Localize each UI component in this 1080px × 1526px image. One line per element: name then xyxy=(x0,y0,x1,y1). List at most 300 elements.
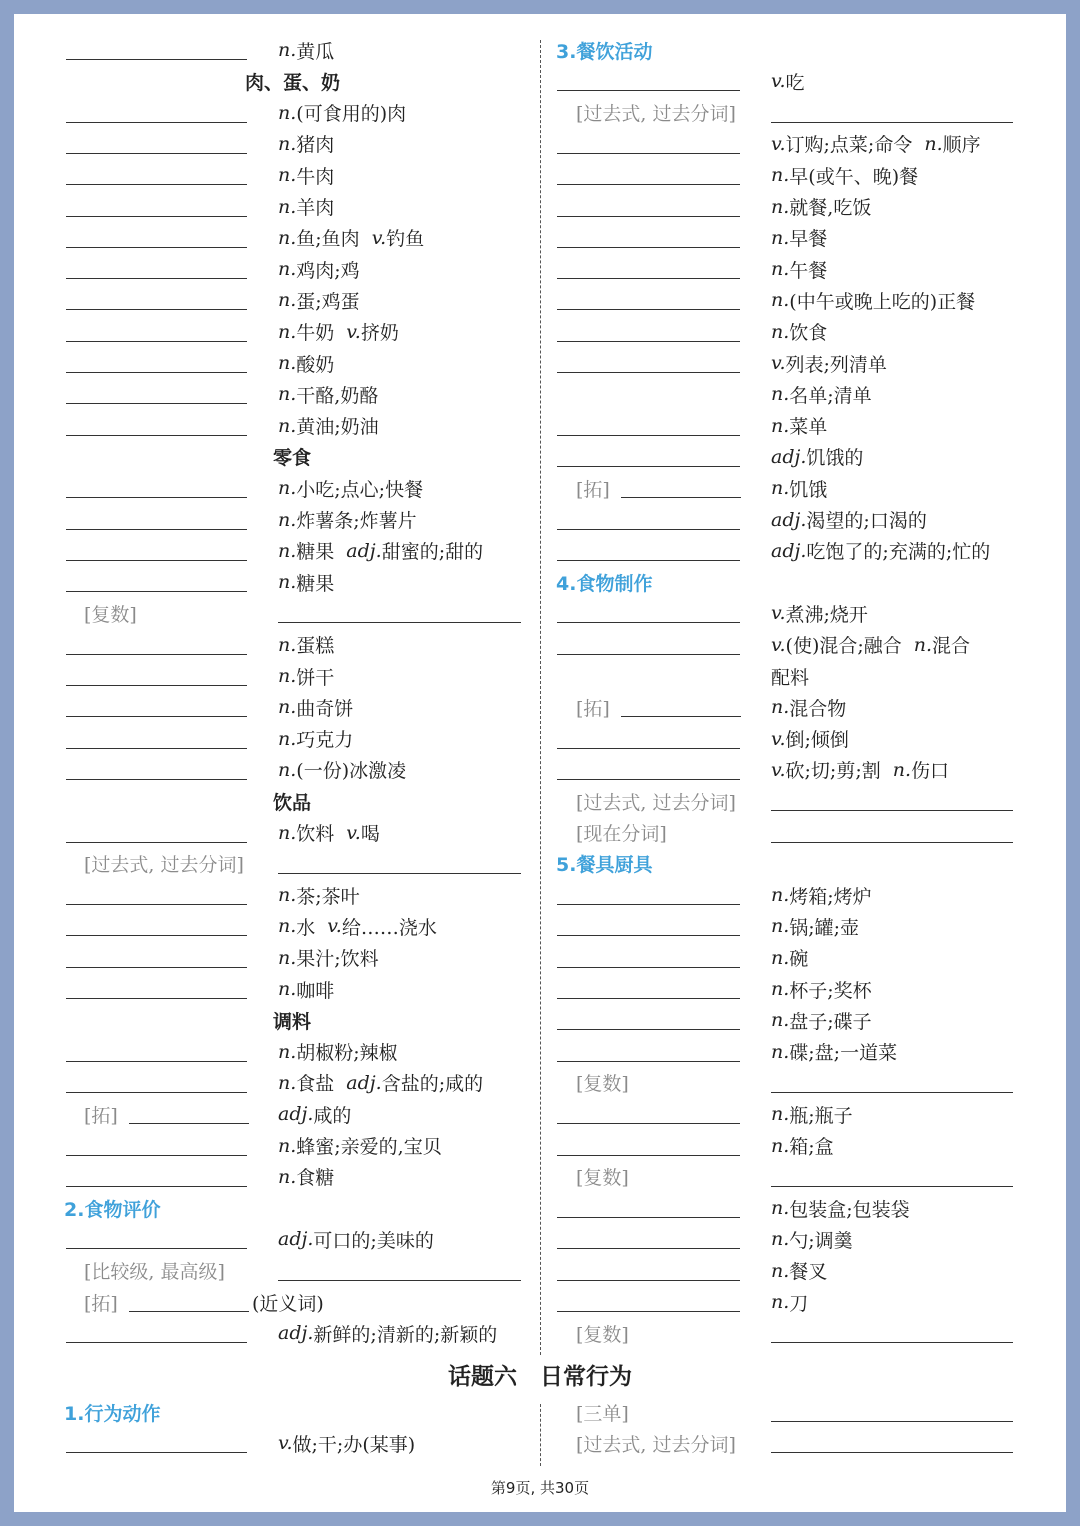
answer-blank[interactable] xyxy=(557,1280,740,1281)
answer-blank[interactable] xyxy=(66,560,247,561)
vocab-row xyxy=(771,473,827,503)
part-of-speech: n. xyxy=(771,696,790,719)
vocab-row xyxy=(278,818,380,848)
answer-blank[interactable] xyxy=(66,278,247,279)
vocab-row xyxy=(245,66,340,96)
part-of-speech: adj. xyxy=(346,539,382,562)
vocab-row xyxy=(771,1256,827,1286)
part-of-speech: n. xyxy=(771,164,790,187)
answer-blank[interactable] xyxy=(557,1123,740,1124)
vocab-row xyxy=(576,1428,736,1458)
answer-blank[interactable] xyxy=(66,372,247,373)
part-of-speech: n. xyxy=(278,539,297,562)
vocab-row xyxy=(771,692,846,722)
part-of-speech: n. xyxy=(771,1228,790,1251)
part-of-speech: n. xyxy=(278,289,297,312)
vocab-row xyxy=(278,505,417,535)
definition: 甜蜜的;甜的 xyxy=(381,541,484,564)
part-of-speech: n. xyxy=(771,258,790,281)
answer-blank[interactable] xyxy=(66,1452,247,1453)
answer-blank[interactable] xyxy=(66,216,247,217)
part-of-speech: n. xyxy=(278,633,297,656)
definition: 早(或午、晚)餐 xyxy=(789,165,919,188)
definition: 名单;清单 xyxy=(789,384,872,407)
part-of-speech: n. xyxy=(771,383,790,406)
section-heading: 3.餐饮活动 xyxy=(556,40,653,63)
definition: 食盐 xyxy=(296,1073,335,1096)
extension-label: [拓] xyxy=(576,697,610,720)
definition: 小吃;点心;快餐 xyxy=(296,478,424,501)
answer-blank[interactable] xyxy=(771,1186,1013,1187)
part-of-speech: n. xyxy=(278,226,297,249)
part-of-speech: n. xyxy=(278,978,297,1000)
vocab-row xyxy=(273,1005,311,1035)
part-of-speech: n. xyxy=(278,132,297,155)
answer-blank[interactable] xyxy=(557,372,740,373)
definition: 订购;点菜;命令 xyxy=(785,134,913,157)
vocab-row xyxy=(771,1224,853,1254)
vocab-row xyxy=(771,129,981,159)
part-of-speech: n. xyxy=(278,258,297,281)
definition: 食糖 xyxy=(296,1167,335,1190)
answer-blank[interactable] xyxy=(557,560,740,561)
vocab-row xyxy=(771,285,975,315)
part-of-speech: n. xyxy=(278,884,297,907)
definition: (一份)冰激凌 xyxy=(296,760,407,783)
part-of-speech: n. xyxy=(771,289,790,312)
part-of-speech: n. xyxy=(771,1134,790,1157)
form-label: [三单] xyxy=(576,1402,629,1425)
definition: 做;干;办(某事) xyxy=(292,1433,416,1456)
extension-label: [拓] xyxy=(576,478,610,501)
definition: 给……浇水 xyxy=(341,916,437,939)
part-of-speech: v. xyxy=(346,821,361,844)
vocab-row xyxy=(771,160,918,190)
definition: 黄瓜 xyxy=(296,40,335,63)
part-of-speech: adj. xyxy=(346,1071,382,1094)
definition: 鸡肉;鸡 xyxy=(296,259,360,282)
section-heading: 4.食物制作 xyxy=(556,572,653,595)
answer-blank[interactable] xyxy=(557,1248,740,1249)
definition: 酸奶 xyxy=(296,353,335,376)
form-label: [复数] xyxy=(84,603,137,626)
part-of-speech: adj. xyxy=(278,1322,314,1345)
answer-blank[interactable] xyxy=(66,153,247,154)
answer-blank[interactable] xyxy=(129,1311,249,1312)
vocab-row xyxy=(576,786,736,816)
vocab-row xyxy=(771,1099,853,1129)
answer-blank[interactable] xyxy=(557,247,740,248)
vocab-row xyxy=(771,1131,834,1161)
vocab-row xyxy=(278,254,360,284)
answer-blank[interactable] xyxy=(66,654,247,655)
part-of-speech: n. xyxy=(278,1134,297,1157)
answer-blank[interactable] xyxy=(66,435,247,436)
definition: 水 xyxy=(296,916,316,939)
part-of-speech: n. xyxy=(278,352,297,374)
definition: 碗 xyxy=(789,948,809,971)
part-of-speech: n. xyxy=(278,727,297,750)
answer-blank[interactable] xyxy=(66,904,247,905)
answer-blank[interactable] xyxy=(557,309,740,310)
vocab-row xyxy=(576,473,610,503)
definition: 可口的;美味的 xyxy=(313,1229,434,1252)
answer-blank[interactable] xyxy=(278,1280,521,1281)
vocab-row xyxy=(771,66,805,96)
answer-blank[interactable] xyxy=(66,497,247,498)
vocab-row xyxy=(771,379,872,409)
vocab-row xyxy=(278,1224,434,1254)
part-of-speech: n. xyxy=(278,383,297,406)
answer-blank[interactable] xyxy=(66,247,247,248)
definition: 羊肉 xyxy=(296,197,335,219)
vocab-row xyxy=(576,1068,629,1098)
definition: 黄油;奶油 xyxy=(296,416,379,439)
form-label: [现在分词] xyxy=(576,823,667,845)
part-of-speech: n. xyxy=(771,1291,790,1313)
vocab-row xyxy=(278,160,334,190)
answer-blank[interactable] xyxy=(66,779,247,780)
vocab-row xyxy=(278,285,360,315)
section-heading: 2.食物评价 xyxy=(64,1198,161,1221)
category-heading: 调料 xyxy=(273,1010,312,1033)
vocab-row xyxy=(576,1397,629,1427)
definition: 碟;盘;一道菜 xyxy=(789,1042,898,1065)
definition: 列表;列清单 xyxy=(785,353,887,376)
part-of-speech: adj. xyxy=(771,539,807,562)
vocab-row xyxy=(771,880,872,910)
vocab-row xyxy=(771,317,827,347)
part-of-speech: n. xyxy=(278,946,297,969)
part-of-speech: n. xyxy=(771,320,790,343)
form-label: [过去式, 过去分词] xyxy=(576,1433,736,1456)
answer-blank[interactable] xyxy=(557,935,740,936)
definition: 新鲜的;清新的;新颖的 xyxy=(313,1323,498,1346)
answer-blank[interactable] xyxy=(129,1123,249,1124)
form-label: [比较级, 最高级] xyxy=(84,1261,225,1284)
part-of-speech: n. xyxy=(278,320,297,343)
part-of-speech: n. xyxy=(771,1103,790,1126)
answer-blank[interactable] xyxy=(66,1342,247,1343)
part-of-speech: n. xyxy=(278,1071,297,1094)
answer-blank[interactable] xyxy=(66,685,247,686)
part-of-speech: n. xyxy=(892,758,912,781)
definition: 饮食 xyxy=(789,322,828,345)
vocab-row xyxy=(556,35,652,65)
definition: 猪肉 xyxy=(296,134,335,157)
definition: 午餐 xyxy=(789,259,828,282)
part-of-speech: v. xyxy=(771,132,786,155)
definition: 渴望的;口渴的 xyxy=(806,510,927,532)
part-of-speech: v. xyxy=(771,727,786,750)
part-of-speech: n. xyxy=(771,915,790,938)
part-of-speech: adj. xyxy=(278,1103,314,1126)
part-of-speech: n. xyxy=(771,884,790,907)
vocab-row xyxy=(771,1193,910,1223)
vocab-row xyxy=(771,442,863,472)
answer-blank[interactable] xyxy=(66,403,247,404)
answer-blank[interactable] xyxy=(557,779,740,780)
vocab-row xyxy=(771,943,808,973)
answer-blank[interactable] xyxy=(278,622,521,623)
answer-blank[interactable] xyxy=(557,466,740,467)
part-of-speech: n. xyxy=(278,101,297,124)
answer-blank[interactable] xyxy=(557,654,740,655)
category-heading: 肉、蛋、奶 xyxy=(245,71,341,94)
definition: (可食用的)肉 xyxy=(296,103,407,126)
part-of-speech: v. xyxy=(771,352,786,374)
vocab-row xyxy=(771,911,859,941)
definition: 吃饱了的;充满的;忙的 xyxy=(806,541,991,564)
vocab-row xyxy=(252,1287,324,1317)
vocab-row xyxy=(771,536,990,566)
definition: 伤口 xyxy=(911,760,950,783)
answer-blank[interactable] xyxy=(621,497,741,498)
vocab-row xyxy=(278,567,334,597)
definition: 饥饿的 xyxy=(806,447,864,470)
vocab-row xyxy=(278,411,379,441)
vocab-row xyxy=(576,818,667,848)
vocab-row xyxy=(84,1256,225,1286)
answer-blank[interactable] xyxy=(66,529,247,530)
definition: 倒;倾倒 xyxy=(785,729,849,752)
answer-blank[interactable] xyxy=(771,1452,1013,1453)
definition: 炸薯条;炸薯片 xyxy=(296,510,417,532)
definition: 配料 xyxy=(771,666,810,689)
vocab-row xyxy=(771,254,827,284)
answer-blank[interactable] xyxy=(66,591,247,592)
part-of-speech: n. xyxy=(278,414,297,437)
answer-blank[interactable] xyxy=(66,59,247,60)
vocab-row xyxy=(576,98,736,128)
part-of-speech: v. xyxy=(771,633,786,656)
part-of-speech: v. xyxy=(346,320,361,343)
answer-blank[interactable] xyxy=(621,716,741,717)
answer-blank[interactable] xyxy=(66,1061,247,1062)
vocab-row xyxy=(771,1037,897,1067)
definition: 牛奶 xyxy=(296,322,335,345)
answer-blank[interactable] xyxy=(66,122,247,123)
vocab-row xyxy=(278,1318,497,1348)
definition: 饼干 xyxy=(296,666,335,689)
vocab-row xyxy=(273,442,311,472)
definition: 茶;茶叶 xyxy=(296,885,360,908)
answer-blank[interactable] xyxy=(66,1248,247,1249)
answer-blank[interactable] xyxy=(66,184,247,185)
vocab-row xyxy=(278,1162,334,1192)
definition: 挤奶 xyxy=(360,322,399,345)
vocab-row xyxy=(84,849,244,879)
vocab-row xyxy=(64,1397,160,1427)
answer-blank[interactable] xyxy=(66,309,247,310)
answer-blank[interactable] xyxy=(557,1217,740,1218)
answer-blank[interactable] xyxy=(771,1092,1013,1093)
definition: 烤箱;烤炉 xyxy=(789,885,872,908)
answer-blank[interactable] xyxy=(771,1342,1013,1343)
vocab-row xyxy=(278,974,334,1004)
part-of-speech: n. xyxy=(771,1259,790,1282)
part-of-speech: v. xyxy=(771,602,786,625)
definition: 早餐 xyxy=(789,228,828,251)
vocab-row xyxy=(771,505,927,535)
vocab-row xyxy=(278,98,406,128)
vocab-row xyxy=(278,1037,398,1067)
part-of-speech: adj. xyxy=(278,1228,314,1251)
answer-blank[interactable] xyxy=(557,904,740,905)
answer-blank[interactable] xyxy=(66,341,247,342)
definition: 果汁;饮料 xyxy=(296,948,379,971)
vocab-row xyxy=(278,379,378,409)
answer-blank[interactable] xyxy=(66,998,247,999)
answer-blank[interactable] xyxy=(557,1061,740,1062)
answer-blank[interactable] xyxy=(66,1092,247,1093)
definition: 糖果 xyxy=(296,572,335,595)
vocab-row xyxy=(278,911,437,941)
answer-blank[interactable] xyxy=(557,153,740,154)
answer-blank[interactable] xyxy=(557,1311,740,1312)
answer-blank[interactable] xyxy=(66,967,247,968)
answer-blank[interactable] xyxy=(66,1186,247,1187)
definition: 钓鱼 xyxy=(386,228,425,251)
answer-blank[interactable] xyxy=(557,341,740,342)
answer-blank[interactable] xyxy=(557,748,740,749)
definition: 混合物 xyxy=(789,697,847,720)
definition: 含盐的;咸的 xyxy=(381,1073,484,1096)
definition: 胡椒粉;辣椒 xyxy=(296,1042,398,1065)
definition: 刀 xyxy=(789,1292,809,1315)
answer-blank[interactable] xyxy=(771,842,1013,843)
answer-blank[interactable] xyxy=(557,90,740,91)
vocab-row xyxy=(771,598,868,628)
form-label: [过去式, 过去分词] xyxy=(576,791,736,814)
vocab-row xyxy=(771,630,970,660)
answer-blank[interactable] xyxy=(557,1029,740,1030)
extension-label: [拓] xyxy=(84,1104,118,1127)
definition: 箱;盒 xyxy=(789,1136,834,1158)
definition: 煮沸;烧开 xyxy=(785,603,868,626)
part-of-speech: n. xyxy=(278,696,297,719)
part-of-speech: adj. xyxy=(771,445,807,468)
part-of-speech: n. xyxy=(771,1040,790,1063)
part-of-speech: n. xyxy=(771,1197,790,1220)
answer-blank[interactable] xyxy=(66,716,247,717)
form-label: [复数] xyxy=(576,1323,629,1346)
vocab-row xyxy=(556,567,652,597)
vocab-row xyxy=(771,411,827,441)
part-of-speech: v. xyxy=(771,758,786,781)
part-of-speech: v. xyxy=(771,70,786,93)
vocab-row xyxy=(771,192,871,222)
vocab-row xyxy=(771,348,887,378)
part-of-speech: v. xyxy=(278,1432,293,1455)
vocab-row xyxy=(278,129,334,159)
part-of-speech: n. xyxy=(771,226,790,249)
answer-blank[interactable] xyxy=(557,184,740,185)
part-of-speech: n. xyxy=(278,758,297,781)
definition: 牛肉 xyxy=(296,165,335,188)
part-of-speech: n. xyxy=(278,571,297,594)
vocab-row xyxy=(84,598,137,628)
part-of-speech: n. xyxy=(771,946,790,969)
vocab-row xyxy=(64,1193,160,1223)
definition: 包装盒;包装袋 xyxy=(789,1198,910,1221)
definition: 糖果 xyxy=(296,541,335,564)
vocab-row xyxy=(771,1005,872,1035)
definition: 蛋糕 xyxy=(296,635,335,658)
answer-blank[interactable] xyxy=(771,810,1013,811)
form-label: [复数] xyxy=(576,1167,629,1190)
definition: 吃 xyxy=(785,71,805,94)
vocab-row xyxy=(278,192,334,222)
vocab-row xyxy=(576,1318,629,1348)
vocab-row xyxy=(84,1287,118,1317)
part-of-speech: n. xyxy=(278,1165,297,1188)
answer-blank[interactable] xyxy=(557,967,740,968)
answer-blank[interactable] xyxy=(557,622,740,623)
answer-blank[interactable] xyxy=(771,122,1013,123)
vocab-row xyxy=(576,1162,629,1192)
vocab-row xyxy=(278,473,423,503)
answer-blank[interactable] xyxy=(66,748,247,749)
answer-blank[interactable] xyxy=(557,998,740,999)
answer-blank[interactable] xyxy=(557,435,740,436)
vocab-row xyxy=(278,223,424,253)
answer-blank[interactable] xyxy=(557,278,740,279)
part-of-speech: n. xyxy=(278,477,297,500)
definition: 饮料 xyxy=(296,823,335,845)
answer-blank[interactable] xyxy=(771,1421,1013,1422)
vocab-row xyxy=(771,755,949,785)
definition: 顺序 xyxy=(942,134,981,157)
part-of-speech: n. xyxy=(278,164,297,187)
form-label: [复数] xyxy=(576,1073,629,1096)
vocab-row xyxy=(278,1099,351,1129)
answer-blank[interactable] xyxy=(278,873,521,874)
vocab-row xyxy=(771,661,809,691)
form-label: [过去式, 过去分词] xyxy=(84,854,244,877)
part-of-speech: v. xyxy=(327,915,342,938)
definition: 巧克力 xyxy=(296,729,354,752)
vocab-row xyxy=(771,1287,808,1317)
synonym-label: (近义词) xyxy=(252,1292,324,1315)
definition: 喝 xyxy=(360,823,380,845)
definition: 曲奇饼 xyxy=(296,697,354,720)
form-label: [过去式, 过去分词] xyxy=(576,103,736,126)
answer-blank[interactable] xyxy=(66,842,247,843)
column-divider xyxy=(540,1404,541,1466)
definition: 蜂蜜;亲爱的,宝贝 xyxy=(296,1136,442,1158)
answer-blank[interactable] xyxy=(557,529,740,530)
answer-blank[interactable] xyxy=(557,1155,740,1156)
vocab-row xyxy=(278,630,334,660)
vocab-row xyxy=(278,880,360,910)
part-of-speech: n. xyxy=(278,39,297,61)
part-of-speech: n. xyxy=(278,665,297,687)
vocab-row xyxy=(771,724,849,754)
definition: (中午或晚上吃的)正餐 xyxy=(789,290,976,313)
definition: 咖啡 xyxy=(296,979,335,1002)
answer-blank[interactable] xyxy=(66,1155,247,1156)
definition: 杯子;奖杯 xyxy=(789,979,872,1002)
part-of-speech: adj. xyxy=(771,508,807,531)
definition: 勺;调羹 xyxy=(789,1229,853,1252)
definition: 咸的 xyxy=(313,1104,352,1127)
definition: 蛋;鸡蛋 xyxy=(296,290,360,313)
category-heading: 零食 xyxy=(273,447,312,470)
vocab-row xyxy=(278,724,353,754)
answer-blank[interactable] xyxy=(66,935,247,936)
answer-blank[interactable] xyxy=(557,216,740,217)
